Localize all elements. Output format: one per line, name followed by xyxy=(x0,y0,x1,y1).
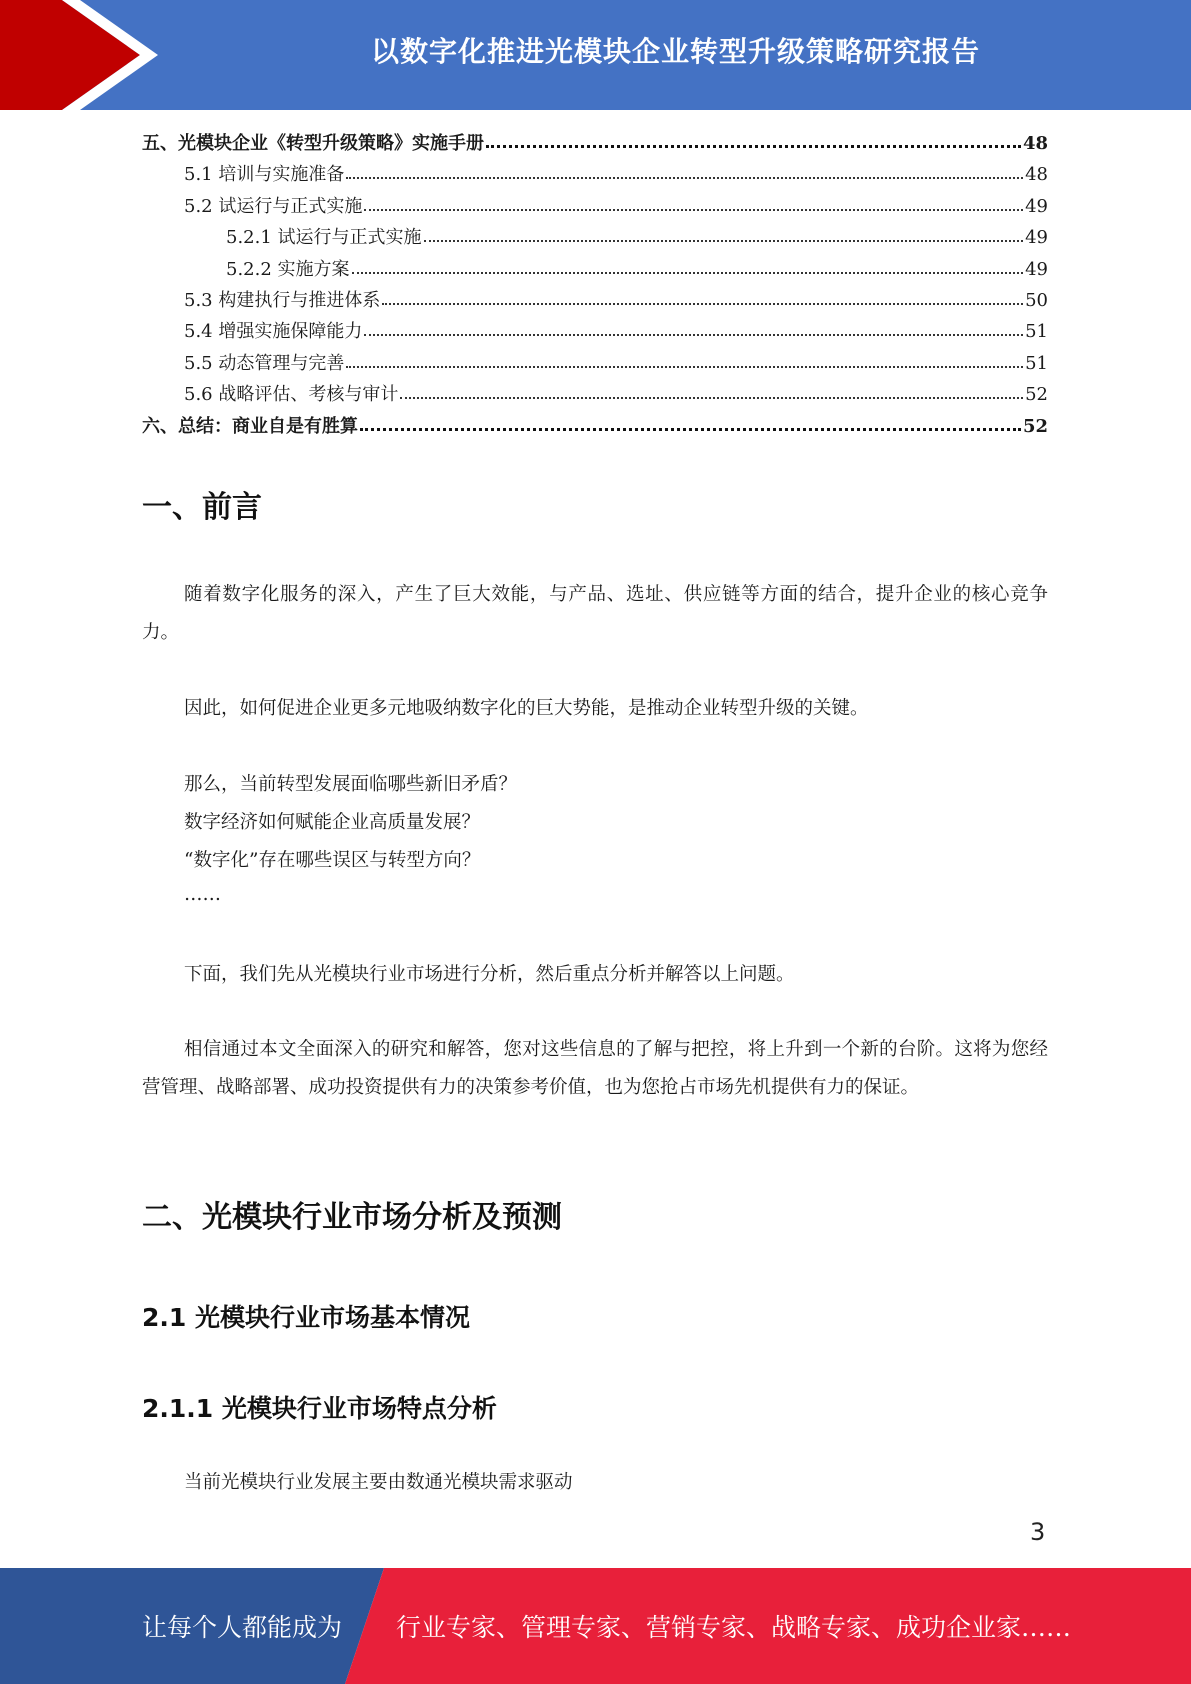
toc-entry-page: 49 xyxy=(1025,258,1048,280)
toc-entry-label: 5.4 增强实施保障能力 xyxy=(184,321,363,343)
toc-entry-label: 5.6 战略评估、考核与审计 xyxy=(184,384,399,406)
toc-entry[interactable] xyxy=(142,222,1048,253)
subsection-heading: 2.1.1 光模块行业市场特点分析 xyxy=(142,1394,497,1423)
toc-leader-dots xyxy=(400,380,1023,400)
toc-entry-page: 48 xyxy=(1025,164,1048,186)
toc-entry-page: 52 xyxy=(1025,384,1048,406)
toc-entry-page: 49 xyxy=(1025,195,1048,217)
toc-leader-dots xyxy=(352,255,1024,275)
toc-entry-label: 五、光模块企业《转型升级策略》实施手册 xyxy=(142,133,484,154)
toc-entry-page: 50 xyxy=(1025,289,1048,311)
paragraph: 随着数字化服务的深入，产生了巨大效能，与产品、选址、供应链等方面的结合，提升企业的核心竞争力。 xyxy=(142,584,1048,643)
document-title: 以数字化推进光模块企业转型升级策略研究报告 xyxy=(370,35,980,68)
toc-entry-page: 49 xyxy=(1025,227,1048,249)
toc-entry[interactable] xyxy=(142,348,1048,379)
toc-entry[interactable] xyxy=(142,411,1048,442)
toc-entry-page: 52 xyxy=(1022,415,1048,437)
toc-leader-dots xyxy=(364,192,1023,212)
toc-entry-page: 51 xyxy=(1025,352,1048,374)
toc-entry[interactable] xyxy=(142,285,1048,316)
toc-leader-dots xyxy=(364,317,1023,337)
toc-entry[interactable] xyxy=(142,254,1048,285)
toc-entry-page: 51 xyxy=(1025,321,1048,343)
toc-leader-dots xyxy=(382,286,1023,306)
question-line: “数字化”存在哪些误区与转型方向？ xyxy=(184,850,481,871)
header-banner xyxy=(0,0,1191,110)
toc-entry[interactable] xyxy=(142,159,1048,190)
section-heading-preface: 一、前言 xyxy=(142,490,262,525)
chevron-arrow-icon xyxy=(0,0,160,110)
toc-entry-label: 六、总结：商业自是有胜算 xyxy=(142,415,358,437)
footer-slogan-right: 行业专家、管理专家、营销专家、战略专家、成功企业家…… xyxy=(396,1613,1072,1642)
toc-leader-dots xyxy=(346,160,1023,180)
toc-entry-label: 5.2 试运行与正式实施 xyxy=(184,195,363,217)
toc-entry-label: 5.5 动态管理与完善 xyxy=(184,352,345,374)
toc-entry[interactable] xyxy=(142,128,1048,159)
question-line: 数字经济如何赋能企业高质量发展？ xyxy=(184,812,481,833)
toc-entry[interactable] xyxy=(142,379,1048,410)
toc-entry-label: 5.1 培训与实施准备 xyxy=(184,164,345,186)
subsection-heading: 2.1 光模块行业市场基本情况 xyxy=(142,1303,470,1332)
toc-entry[interactable] xyxy=(142,191,1048,222)
paragraph: 因此，如何促进企业更多元地吸纳数字化的巨大势能，是推动企业转型升级的关键。 xyxy=(184,698,869,719)
ellipsis-line: …… xyxy=(184,884,221,905)
page-number: 3 xyxy=(1030,1518,1046,1546)
toc-leader-dots xyxy=(424,223,1024,243)
toc-leader-dots xyxy=(360,412,1021,432)
toc-entry-label: 5.3 构建执行与推进体系 xyxy=(184,289,381,311)
footer-banner xyxy=(0,1568,1191,1684)
footer-slogan-left: 让每个人都能成为 xyxy=(142,1613,343,1642)
paragraph: 下面，我们先从光模块行业市场进行分析，然后重点分析并解答以上问题。 xyxy=(184,964,795,985)
toc-leader-dots xyxy=(346,349,1023,369)
question-line: 那么，当前转型发展面临哪些新旧矛盾？ xyxy=(184,774,518,795)
toc-entry-page: 48 xyxy=(1022,133,1048,154)
toc-entry-label: 5.2.1 试运行与正式实施 xyxy=(226,227,422,249)
paragraph: 相信通过本文全面深入的研究和解答，您对这些信息的了解与把控，将上升到一个新的台阶。这将为您经营管理、战略部署、成功投资提供有力的决策参考价值，也为您抢占市场先机提供有力的保证。 xyxy=(142,1039,1048,1098)
section-heading-market-analysis: 二、光模块行业市场分析及预测 xyxy=(142,1200,562,1235)
paragraph: 当前光模块行业发展主要由数通光模块需求驱动 xyxy=(184,1472,573,1493)
table-of-contents xyxy=(142,128,1048,442)
toc-leader-dots xyxy=(486,129,1021,149)
toc-entry[interactable] xyxy=(142,316,1048,347)
toc-entry-label: 5.2.2 实施方案 xyxy=(226,258,350,280)
